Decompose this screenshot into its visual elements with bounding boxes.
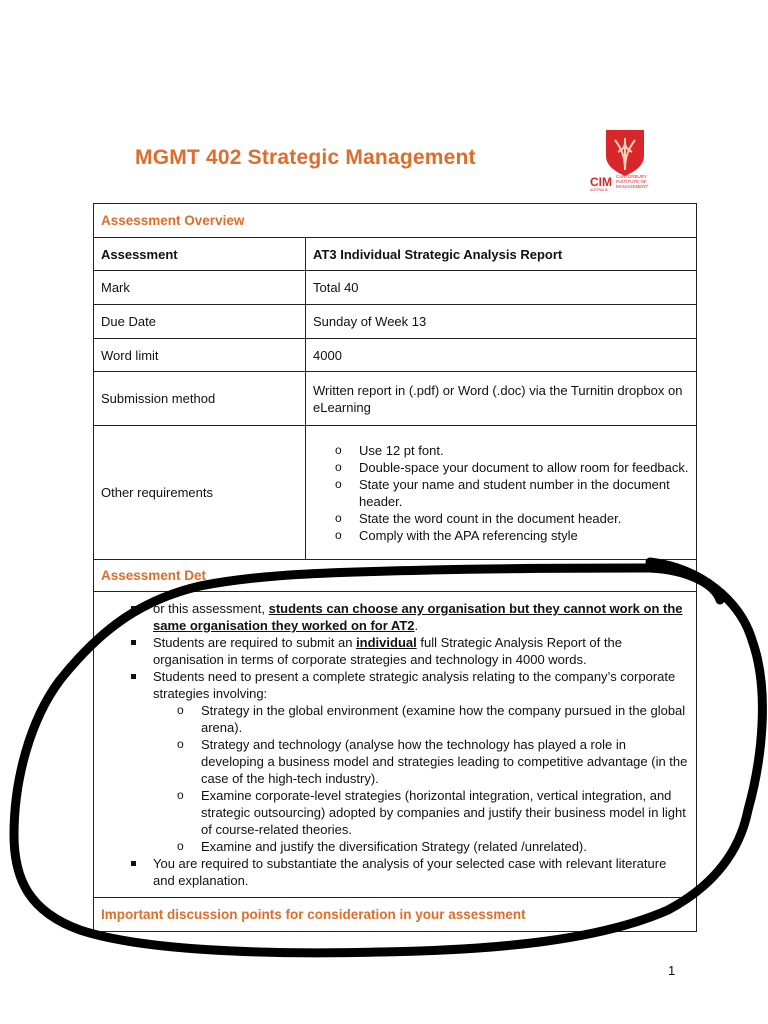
list-item: o State the word count in the document header. [335, 510, 689, 527]
cim-logo-icon [588, 126, 662, 192]
row-value: Sunday of Week 13 [306, 305, 697, 339]
list-item: o State your name and student number in the document header. [335, 476, 689, 510]
list-item: or this assessment, students can choose any organisation but they cannot work on the same organisation they worked on for AT2. [129, 600, 689, 634]
logo-sub-3: MANAGEMENT [616, 184, 649, 189]
row-label: Assessment [94, 238, 306, 271]
discussion-header: Important discussion points for consideration in your assessment [94, 898, 697, 932]
list-item: o Comply with the APA referencing style [335, 527, 689, 544]
row-value: AT3 Individual Strategic Analysis Report [306, 238, 697, 271]
document-title: MGMT 402 Strategic Management [135, 146, 476, 169]
row-value: 4000 [306, 339, 697, 372]
list-item: Students need to present a complete strategic analysis relating to the company’s corporate strategies involving: o Strategy in the global environment (examine how the company pursued in the global arena). o Strategy and technology (analyse how the technology has played a role in developing a business model and strategies leading to competitive advantage (in the case of the high-tech industry). o Examine corporate-level strategies (horizontal integration, vertical integration, and strategic outsourcing) adopted by companies and justify their business model in light of course-related theories. o Examine and justify the diversification Strategy (related /unrelated). [129, 668, 689, 855]
row-label: Mark [94, 271, 306, 305]
page-number: 1 [668, 963, 676, 978]
details-header-row [94, 560, 697, 592]
sub-list-item: o Examine corporate-level strategies (horizontal integration, vertical integration, and strategic outsourcing) adopted by companies and justify their business model in light of course-related theories. [177, 787, 689, 838]
row-label: Other requirements [94, 426, 306, 560]
overview-header: Assessment Overview [94, 204, 697, 238]
logo-sub-1: CANTERBURY [616, 174, 647, 179]
list-item: You are required to substantiate the analysis of your selected case with relevant literature and explanation. [129, 855, 689, 889]
logo-wordmark: CIM [590, 175, 612, 189]
table-row [94, 271, 697, 305]
table-row [94, 238, 697, 271]
other-requirements-row [94, 426, 697, 560]
logo-edge-text: AUSTRALIA [590, 188, 608, 192]
row-label: Submission method [94, 372, 306, 426]
row-label: Word limit [94, 339, 306, 372]
logo-sub-2: INSTITUTE OF [616, 179, 647, 184]
sub-list-item: o Strategy in the global environment (examine how the company pursued in the global arena). [177, 702, 689, 736]
table-row [94, 372, 697, 426]
discussion-header-row [94, 898, 697, 932]
list-item: Students are required to submit an individual full Strategic Analysis Report of the organisation in terms of corporate strategies and technology in 4000 words. [129, 634, 689, 668]
requirements-list [313, 442, 689, 544]
assessment-table [93, 203, 697, 932]
details-header: Assessment Det [94, 560, 697, 592]
overview-header-row [94, 204, 697, 238]
row-value: Written report in (.pdf) or Word (.doc) via the Turnitin dropbox on eLearning [306, 372, 697, 426]
sub-list-item: o Examine and justify the diversification Strategy (related /unrelated). [177, 838, 689, 855]
details-list [101, 600, 689, 889]
row-value: Total 40 [306, 271, 697, 305]
list-item: o Double-space your document to allow room for feedback. [335, 459, 689, 476]
table-row [94, 339, 697, 372]
row-label: Due Date [94, 305, 306, 339]
details-row [94, 592, 697, 898]
sub-list [153, 702, 689, 855]
list-item: o Use 12 pt font. [335, 442, 689, 459]
sub-list-item: o Strategy and technology (analyse how the technology has played a role in developing a business model and strategies leading to competitive advantage (in the case of the high-tech industry). [177, 736, 689, 787]
table-row [94, 305, 697, 339]
